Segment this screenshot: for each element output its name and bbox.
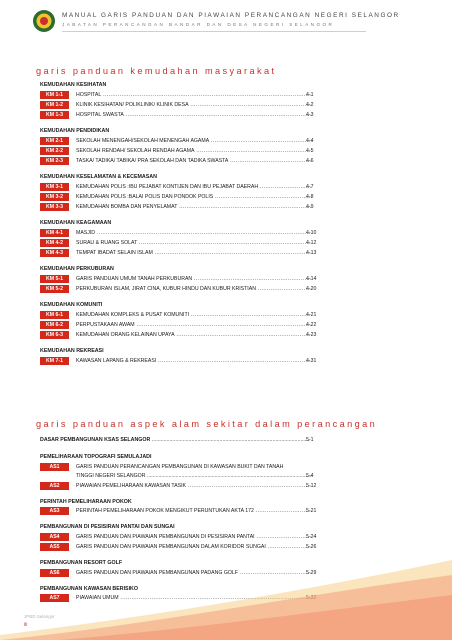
decorative-swoosh [0, 540, 452, 640]
entry-page-number: 4-1 [306, 91, 314, 98]
toc-entry[interactable] [40, 146, 420, 156]
entry-code-badge: KM 4-1 [40, 229, 69, 237]
spacer [40, 258, 420, 266]
spacer [40, 294, 420, 302]
entry-code-badge: KM 6-1 [40, 311, 69, 319]
footer-text: JPBD Selangor [24, 614, 55, 619]
entry-title: GARIS PANDUAN DAN PIAWAIAN PEMBANGUNAN PADANG GOLF ..... [76, 569, 312, 577]
toc-entry[interactable] [40, 100, 420, 110]
entry-code-badge: KM 1-1 [40, 91, 69, 99]
entry-page-number: 4-12 [306, 239, 317, 246]
toc-entry[interactable] [40, 136, 420, 146]
entry-code-badge: AS6 [40, 569, 69, 577]
department-name: JABATAN PERANCANGAN BANDAR DAN DESA NEGERI SELANGOR [62, 22, 335, 27]
entry-code-badge: AS1 [40, 463, 69, 471]
entry-page-number: 5-1 [306, 437, 314, 443]
entry-code-badge: KM 5-2 [40, 285, 69, 293]
entry-title: SEKOLAH MENENGAH/SEKOLAH MENENGAH AGAMA ..... [76, 137, 312, 145]
page-number: iii [24, 622, 28, 628]
entry-code-badge: KM 3-1 [40, 183, 69, 191]
toc-entry-dasar[interactable] [40, 436, 420, 446]
entry-title: KEMUDAHAN ORANG KELAINAN UPAYA ..... [76, 331, 312, 339]
spacer [40, 212, 420, 220]
entry-page-number: 4-9 [306, 204, 314, 210]
entry-title: SURAU & RUANG SOLAT ..... [76, 239, 312, 247]
entry-title: HOSPITAL SWASTA ..... [76, 111, 312, 119]
entry-page-number: 5-29 [306, 569, 317, 576]
category-heading: PEMBANGUNAN KAWASAN BERISIKO [40, 585, 138, 592]
toc-section-1 [40, 82, 420, 366]
entry-code-badge: AS2 [40, 482, 69, 490]
entry-title: GARIS PANDUAN DAN PIAWAIAN PEMBANGUNAN DI PESISIRAN PANTAI ..... [76, 533, 312, 541]
entry-page-number: 5-26 [306, 544, 317, 551]
category-heading: PEMBANGUNAN DI PESISIRAN PANTAI DAN SUNGAI [40, 524, 175, 531]
entry-page-number: 5-24 [306, 533, 317, 540]
entry-code-badge: KM 7-1 [40, 357, 69, 365]
toc-entry[interactable] [40, 90, 420, 100]
entry-page-number: 5-21 [306, 508, 317, 515]
state-emblem-icon [32, 9, 56, 33]
category-heading: PEMBANGUNAN RESORT GOLF [40, 560, 123, 567]
entry-page-number: 4-21 [306, 311, 317, 318]
entry-title-continued: TINGGI NEGERI SELANGOR ..... [76, 472, 312, 480]
spacer [40, 166, 420, 174]
entry-page-number: 4-5 [306, 147, 314, 154]
entry-code-badge: KM 2-3 [40, 157, 69, 165]
entry-title: PIAWAIAN PEMELIHARAAN KAWASAN TASIK ..... [76, 482, 312, 490]
entry-code-badge: AS3 [40, 507, 69, 515]
entry-page-number: 4-4 [306, 137, 314, 144]
entry-page-number: 4-2 [306, 101, 314, 108]
toc-entry[interactable] [40, 182, 420, 192]
category-heading: KEMUDAHAN KEAGAMAAN [40, 220, 112, 227]
entry-page-number: 4-20 [306, 285, 317, 292]
category-heading: KEMUDAHAN REKREASI [40, 348, 104, 355]
spacer [40, 120, 420, 128]
section-title-kemudahan: garis panduan kemudahan masyarakat [36, 66, 277, 76]
category-heading: KEMUDAHAN KESIHATAN [40, 82, 107, 88]
toc-entry[interactable] [40, 110, 420, 120]
toc-entry[interactable] [40, 330, 420, 340]
spacer [40, 491, 420, 499]
entry-code-badge: KM 4-2 [40, 239, 69, 247]
entry-title: KEMUDAHAN KOMPLEKS & PUSAT KOMUNITI ..... [76, 311, 312, 319]
entry-page-number: 5-4 [306, 472, 314, 479]
entry-page-number: 4-3 [306, 111, 314, 118]
entry-code-badge: KM 4-3 [40, 249, 69, 257]
entry-title: PERPUSTAKAAN AWAM ..... [76, 321, 312, 329]
entry-code-badge: KM 3-3 [40, 203, 69, 211]
entry-code-badge: AS4 [40, 533, 69, 541]
entry-title: KEMUDAHAN POLIS :IBU PEJABAT KONTIJEN DAN IBU PEJABAT DAERAH ..... [76, 183, 312, 191]
entry-code-badge: KM 1-2 [40, 101, 69, 109]
toc-entry[interactable] [40, 238, 420, 248]
entry-code-badge: KM 6-3 [40, 331, 69, 339]
entry-page-number: 4-23 [306, 332, 317, 338]
entry-code-badge: KM 5-1 [40, 275, 69, 283]
toc-entry[interactable] [40, 506, 420, 516]
toc-entry[interactable] [40, 156, 420, 166]
toc-entry[interactable] [40, 462, 420, 481]
entry-page-number: 4-14 [306, 275, 317, 282]
entry-title: HOSPITAL ..... [76, 91, 312, 99]
document-title: MANUAL GARIS PANDUAN DAN PIAWAIAN PERANCANGAN NEGERI SELANGOR [62, 12, 400, 19]
entry-page-number: 4-13 [306, 250, 317, 257]
entry-code-badge: KM 1-3 [40, 111, 69, 119]
entry-title: MASJID ..... [76, 229, 312, 237]
toc-entry[interactable] [40, 192, 420, 202]
entry-title: PIAWAIAN UMUM ..... [76, 594, 312, 602]
category-heading: PEMELIHARAAN TOPOGRAFI SEMULAJADI [40, 454, 152, 460]
entry-code-badge: KM 2-2 [40, 147, 69, 155]
section-title-alam-sekitar: garis panduan aspek alam sekitar dalam perancangan [36, 419, 378, 429]
spacer [40, 446, 420, 454]
entry-title: TASKA/ TADIKA/ TABIKA/ PRA SEKOLAH DAN TADIKA SWASTA ..... [76, 157, 312, 165]
entry-title: GARIS PANDUAN PERANCANGAN PEMBANGUNAN DI KAWASAN BUKIT DAN TANAH [76, 463, 284, 470]
toc-entry[interactable] [40, 320, 420, 330]
entry-code-badge: KM 3-2 [40, 193, 69, 201]
toc-entry[interactable] [40, 248, 420, 258]
entry-title: PERINTAH PEMELIHARAAN POKOK MENGIKUT PERUNTUKAN AKTA 172 ..... [76, 507, 312, 515]
category-heading: KEMUDAHAN PERKUBURAN [40, 266, 114, 273]
entry-code-badge: AS7 [40, 594, 69, 602]
entry-title: KLINIK KESIHATAN/ POLIKLINIK/ KLINIK DESA ..... [76, 101, 312, 109]
toc-entry[interactable] [40, 284, 420, 294]
entry-page-number: 4-31 [306, 357, 317, 364]
entry-title: GARIS PANDUAN DAN PIAWAIAN PEMBANGUNAN DALAM KORIDOR SUNGAI ..... [76, 543, 312, 551]
toc-entry[interactable] [40, 202, 420, 212]
toc-entry[interactable] [40, 228, 420, 238]
category-heading: PERINTAH PEMELIHARAAN POKOK [40, 498, 132, 505]
toc-entry[interactable] [40, 274, 420, 284]
entry-title: SEKOLAH RENDAH/ SEKOLAH RENDAH AGAMA ..... [76, 147, 312, 155]
entry-title: KAWASAN LAPANG & REKREASI ..... [76, 357, 312, 365]
entry-title: TEMPAT IBADAT SELAIN ISLAM ..... [76, 249, 312, 257]
header-divider [62, 31, 366, 32]
spacer [40, 516, 420, 524]
entry-code-badge: AS5 [40, 543, 69, 551]
toc-entry[interactable] [40, 310, 420, 320]
spacer [40, 340, 420, 348]
entry-page-number: 4-7 [306, 183, 314, 190]
entry-title: PERKUBURAN ISLAM, JIRAT CINA, KUBUR HINDU DAN KUBUR KRISTIAN ..... [76, 285, 312, 293]
category-heading: KEMUDAHAN KESELAMATAN & KECEMASAN [40, 174, 157, 181]
entry-page-number: 4-6 [306, 157, 314, 164]
entry-page-number: 4-8 [306, 193, 314, 200]
toc-entry[interactable] [40, 356, 420, 366]
entry-page-number: 5-12 [306, 482, 317, 489]
entry-page-number: 4-10 [306, 229, 317, 236]
entry-title: KEMUDAHAN POLIS :BALAI POLIS DAN PONDOK POLIS ..... [76, 193, 312, 201]
entry-page-number: 4-22 [306, 321, 317, 328]
entry-code-badge: KM 2-1 [40, 137, 69, 145]
entry-title: DASAR PEMBANGUNAN KSAS SELANGOR ..... [40, 437, 310, 443]
entry-title: GARIS PANDUAN UMUM TANAH PERKUBURAN ..... [76, 275, 312, 283]
entry-code-badge: KM 6-2 [40, 321, 69, 329]
toc-entry[interactable] [40, 481, 420, 491]
entry-title: KEMUDAHAN BOMBA DAN PENYELAMAT ..... [76, 203, 312, 211]
category-heading: KEMUDAHAN KOMUNITI [40, 302, 103, 309]
category-heading: KEMUDAHAN PENDIDIKAN [40, 128, 110, 135]
